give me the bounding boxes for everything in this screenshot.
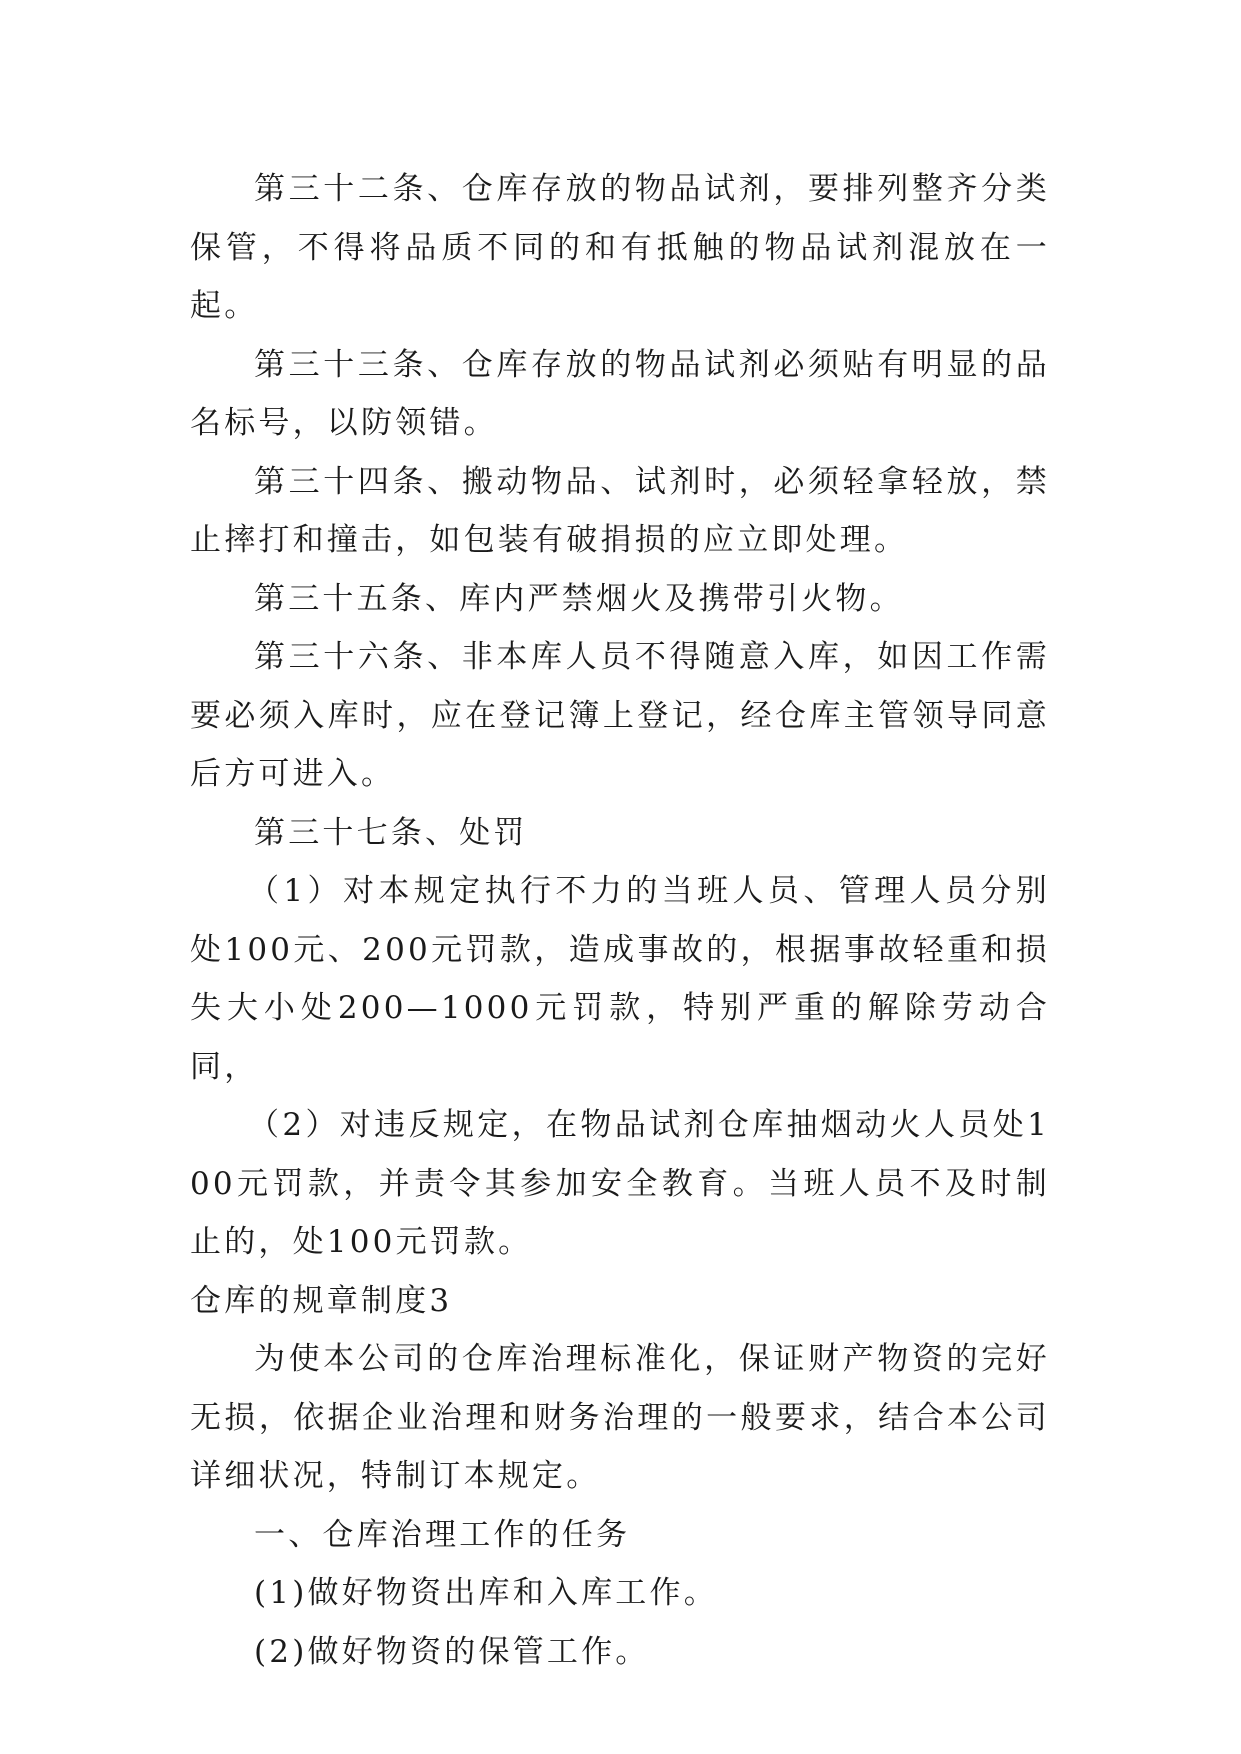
penalty-item-2: （2）对违反规定，在物品试剂仓库抽烟动火人员处100元罚款，并责令其参加安全教育。当班人员不及时制止的，处100元罚款。 [190,1107,1050,1260]
article-34-paragraph: 第三十四条、搬动物品、试剂时，必须轻拿轻放，禁止摔打和撞击，如包装有破捐损的应立即处理。 [190,463,1050,558]
task-item-1: (1)做好物资出库和入库工作。 [254,1575,718,1611]
document-body [190,160,1050,1681]
intro-paragraph: 为使本公司的仓库治理标准化，保证财产物资的完好无损，依据企业治理和财务治理的一般要求，结合本公司详细状况，特制订本规定。 [190,1341,1050,1494]
penalty-item-1: （1）对本规定执行不力的当班人员、管理人员分别处100元、200元罚款，造成事故的，根据事故轻重和损失大小处200—1000元罚款，特别严重的解除劳动合同， [190,873,1050,1085]
section-title: 仓库的规章制度3 [190,1282,453,1319]
task-item-2: (2)做好物资的保管工作。 [254,1633,650,1670]
task-heading: 一、仓库治理工作的任务 [254,1516,631,1553]
article-36-paragraph: 第三十六条、非本库人员不得随意入库，如因工作需要必须入库时，应在登记簿上登记，经仓库主管领导同意后方可进入。 [190,639,1050,792]
article-37-heading: 第三十七条、处罚 [254,814,528,851]
article-33-paragraph: 第三十三条、仓库存放的物品试剂必须贴有明显的品名标号，以防领错。 [190,346,1050,441]
article-32-paragraph: 第三十二条、仓库存放的物品试剂，要排列整齐分类保管，不得将品质不同的和有抵触的物品试剂混放在一起。 [190,171,1050,324]
article-35-paragraph: 第三十五条、库内严禁烟火及携带引火物。 [254,580,904,617]
